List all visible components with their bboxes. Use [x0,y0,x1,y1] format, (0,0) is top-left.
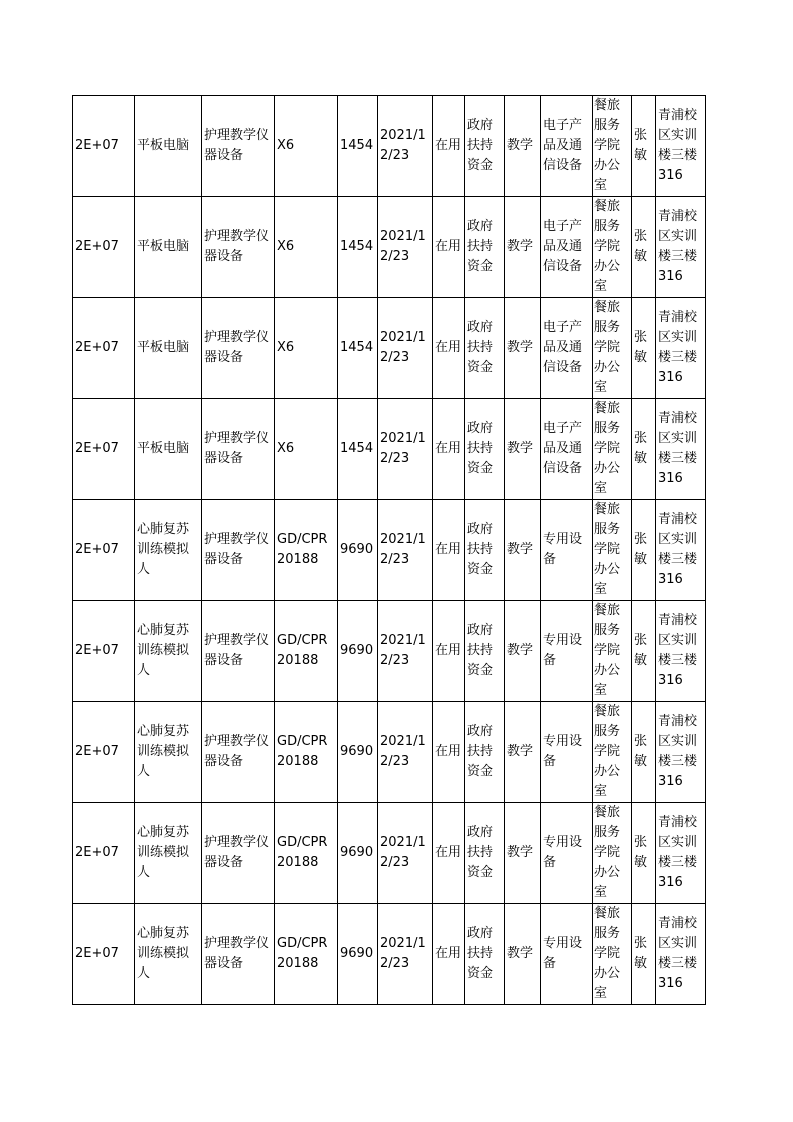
model-cell: GD/CPR20188 [275,601,338,702]
funding-source-cell: 政府扶持资金 [465,904,505,1005]
category-cell: 护理教学仪器设备 [202,803,275,904]
location-cell: 青浦校区实训楼三楼316 [656,96,706,197]
price-cell: 1454 [338,96,378,197]
usage-cell: 教学 [505,298,541,399]
funding-source-cell: 政府扶持资金 [465,601,505,702]
purchase-date-cell: 2021/12/23 [378,197,433,298]
department-cell: 餐旅服务学院办公室 [593,96,632,197]
asset-name-cell: 平板电脑 [135,399,202,500]
location-cell: 青浦校区实训楼三楼316 [656,399,706,500]
category-cell: 护理教学仪器设备 [202,96,275,197]
location-cell: 青浦校区实训楼三楼316 [656,904,706,1005]
funding-source-cell: 政府扶持资金 [465,399,505,500]
table-row [73,298,706,399]
department-cell: 餐旅服务学院办公室 [593,702,632,803]
category-cell: 护理教学仪器设备 [202,197,275,298]
usage-cell: 教学 [505,399,541,500]
price-cell: 9690 [338,601,378,702]
asset-number-cell: 2E+07 [73,803,135,904]
table-row [73,399,706,500]
custodian-cell: 张敏 [632,399,656,500]
location-cell: 青浦校区实训楼三楼316 [656,803,706,904]
funding-source-cell: 政府扶持资金 [465,500,505,601]
purchase-date-cell: 2021/12/23 [378,904,433,1005]
purchase-date-cell: 2021/12/23 [378,702,433,803]
asset-name-cell: 心肺复苏训练模拟人 [135,803,202,904]
asset-class-cell: 电子产品及通信设备 [541,298,593,399]
purchase-date-cell: 2021/12/23 [378,399,433,500]
asset-class-cell: 电子产品及通信设备 [541,197,593,298]
category-cell: 护理教学仪器设备 [202,500,275,601]
asset-number-cell: 2E+07 [73,298,135,399]
table-row [73,500,706,601]
model-cell: X6 [275,197,338,298]
status-cell: 在用 [433,96,465,197]
table-row [73,904,706,1005]
department-cell: 餐旅服务学院办公室 [593,803,632,904]
custodian-cell: 张敏 [632,96,656,197]
department-cell: 餐旅服务学院办公室 [593,399,632,500]
usage-cell: 教学 [505,904,541,1005]
asset-name-cell: 平板电脑 [135,298,202,399]
purchase-date-cell: 2021/12/23 [378,803,433,904]
category-cell: 护理教学仪器设备 [202,702,275,803]
model-cell: GD/CPR20188 [275,904,338,1005]
asset-name-cell: 平板电脑 [135,96,202,197]
asset-number-cell: 2E+07 [73,904,135,1005]
custodian-cell: 张敏 [632,904,656,1005]
asset-name-cell: 心肺复苏训练模拟人 [135,702,202,803]
asset-name-cell: 心肺复苏训练模拟人 [135,904,202,1005]
asset-name-cell: 平板电脑 [135,197,202,298]
asset-class-cell: 电子产品及通信设备 [541,96,593,197]
usage-cell: 教学 [505,197,541,298]
status-cell: 在用 [433,601,465,702]
model-cell: GD/CPR20188 [275,500,338,601]
price-cell: 1454 [338,399,378,500]
table-row [73,803,706,904]
asset-table [72,95,706,1005]
status-cell: 在用 [433,197,465,298]
purchase-date-cell: 2021/12/23 [378,500,433,601]
funding-source-cell: 政府扶持资金 [465,702,505,803]
status-cell: 在用 [433,803,465,904]
purchase-date-cell: 2021/12/23 [378,298,433,399]
price-cell: 1454 [338,197,378,298]
custodian-cell: 张敏 [632,197,656,298]
asset-class-cell: 专用设备 [541,904,593,1005]
asset-number-cell: 2E+07 [73,601,135,702]
category-cell: 护理教学仪器设备 [202,904,275,1005]
status-cell: 在用 [433,500,465,601]
department-cell: 餐旅服务学院办公室 [593,500,632,601]
price-cell: 9690 [338,904,378,1005]
category-cell: 护理教学仪器设备 [202,601,275,702]
asset-number-cell: 2E+07 [73,197,135,298]
usage-cell: 教学 [505,803,541,904]
status-cell: 在用 [433,399,465,500]
asset-class-cell: 专用设备 [541,803,593,904]
department-cell: 餐旅服务学院办公室 [593,197,632,298]
status-cell: 在用 [433,904,465,1005]
location-cell: 青浦校区实训楼三楼316 [656,702,706,803]
model-cell: X6 [275,298,338,399]
model-cell: X6 [275,96,338,197]
location-cell: 青浦校区实训楼三楼316 [656,500,706,601]
asset-class-cell: 专用设备 [541,702,593,803]
location-cell: 青浦校区实训楼三楼316 [656,601,706,702]
asset-number-cell: 2E+07 [73,702,135,803]
funding-source-cell: 政府扶持资金 [465,803,505,904]
category-cell: 护理教学仪器设备 [202,399,275,500]
table-row [73,601,706,702]
category-cell: 护理教学仪器设备 [202,298,275,399]
purchase-date-cell: 2021/12/23 [378,601,433,702]
usage-cell: 教学 [505,500,541,601]
department-cell: 餐旅服务学院办公室 [593,298,632,399]
asset-class-cell: 专用设备 [541,601,593,702]
asset-name-cell: 心肺复苏训练模拟人 [135,601,202,702]
asset-class-cell: 专用设备 [541,500,593,601]
location-cell: 青浦校区实训楼三楼316 [656,298,706,399]
usage-cell: 教学 [505,702,541,803]
funding-source-cell: 政府扶持资金 [465,298,505,399]
location-cell: 青浦校区实训楼三楼316 [656,197,706,298]
asset-table-body [73,96,706,1005]
asset-class-cell: 电子产品及通信设备 [541,399,593,500]
usage-cell: 教学 [505,601,541,702]
asset-number-cell: 2E+07 [73,500,135,601]
asset-number-cell: 2E+07 [73,96,135,197]
custodian-cell: 张敏 [632,702,656,803]
price-cell: 9690 [338,500,378,601]
asset-number-cell: 2E+07 [73,399,135,500]
status-cell: 在用 [433,702,465,803]
department-cell: 餐旅服务学院办公室 [593,904,632,1005]
price-cell: 9690 [338,803,378,904]
purchase-date-cell: 2021/12/23 [378,96,433,197]
table-row [73,702,706,803]
model-cell: X6 [275,399,338,500]
custodian-cell: 张敏 [632,298,656,399]
status-cell: 在用 [433,298,465,399]
table-row [73,197,706,298]
custodian-cell: 张敏 [632,803,656,904]
funding-source-cell: 政府扶持资金 [465,197,505,298]
model-cell: GD/CPR20188 [275,803,338,904]
funding-source-cell: 政府扶持资金 [465,96,505,197]
table-row [73,96,706,197]
price-cell: 1454 [338,298,378,399]
asset-name-cell: 心肺复苏训练模拟人 [135,500,202,601]
custodian-cell: 张敏 [632,601,656,702]
department-cell: 餐旅服务学院办公室 [593,601,632,702]
price-cell: 9690 [338,702,378,803]
usage-cell: 教学 [505,96,541,197]
custodian-cell: 张敏 [632,500,656,601]
model-cell: GD/CPR20188 [275,702,338,803]
